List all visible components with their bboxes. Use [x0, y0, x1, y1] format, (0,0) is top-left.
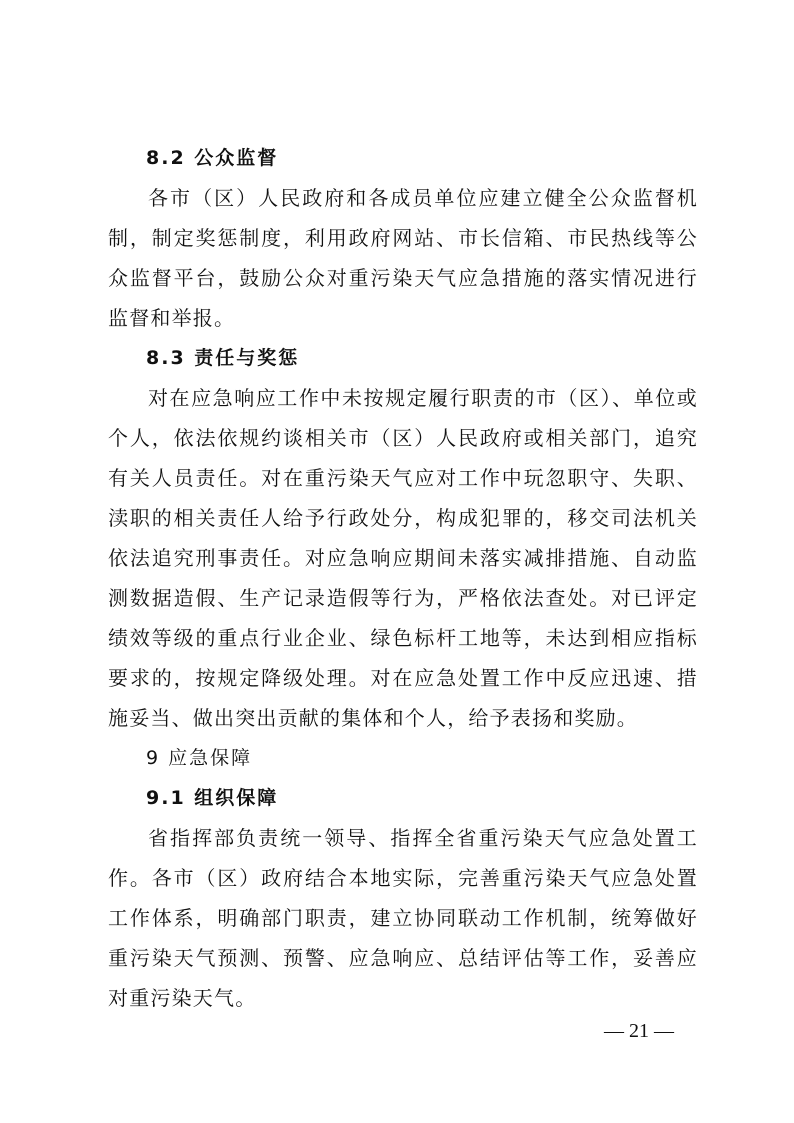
section-paragraph-8-2: 各市（区）人民政府和各成员单位应建立健全公众监督机制，制定奖惩制度，利用政府网站、市长信箱、市民热线等公众监督平台，鼓励公众对重污染天气应急措施的落实情况进行监督和举报。: [108, 186, 698, 330]
section-paragraph-9-1: 省指挥部负责统一领导、指挥全省重污染天气应急处置工作。各市（区）政府结合本地实际，完善重污染天气应急处置工作体系，明确部门职责，建立协同联动工作机制，统筹做好重污染天气预测、预警、应急响应、总结评估等工作，妥善应对重污染天气。: [108, 826, 698, 1010]
chapter-heading-9: 9 应急保障: [146, 747, 253, 769]
section-heading-8-3: 8.3 责任与奖惩: [146, 347, 300, 369]
page-number: — 21 —: [604, 1020, 674, 1042]
section-heading-9-1: 9.1 组织保障: [146, 787, 279, 809]
section-heading-8-2: 8.2 公众监督: [146, 147, 279, 169]
document-body: [108, 138, 698, 1018]
section-paragraph-8-3: 对在应急响应工作中未按规定履行职责的市（区）、单位或个人，依法依规约谈相关市（区）人民政府或相关部门，追究有关人员责任。对在重污染天气应对工作中玩忽职守、失职、渎职的相关责任人给予行政处分，构成犯罪的，移交司法机关依法追究刑事责任。对应急响应期间未落实减排措施、自动监测数据造假、生产记录造假等行为，严格依法查处。对已评定绩效等级的重点行业企业、绿色标杆工地等，未达到相应指标要求的，按规定降级处理。对在应急处置工作中反应迅速、措施妥当、做出突出贡献的集体和个人，给予表扬和奖励。: [108, 386, 698, 730]
